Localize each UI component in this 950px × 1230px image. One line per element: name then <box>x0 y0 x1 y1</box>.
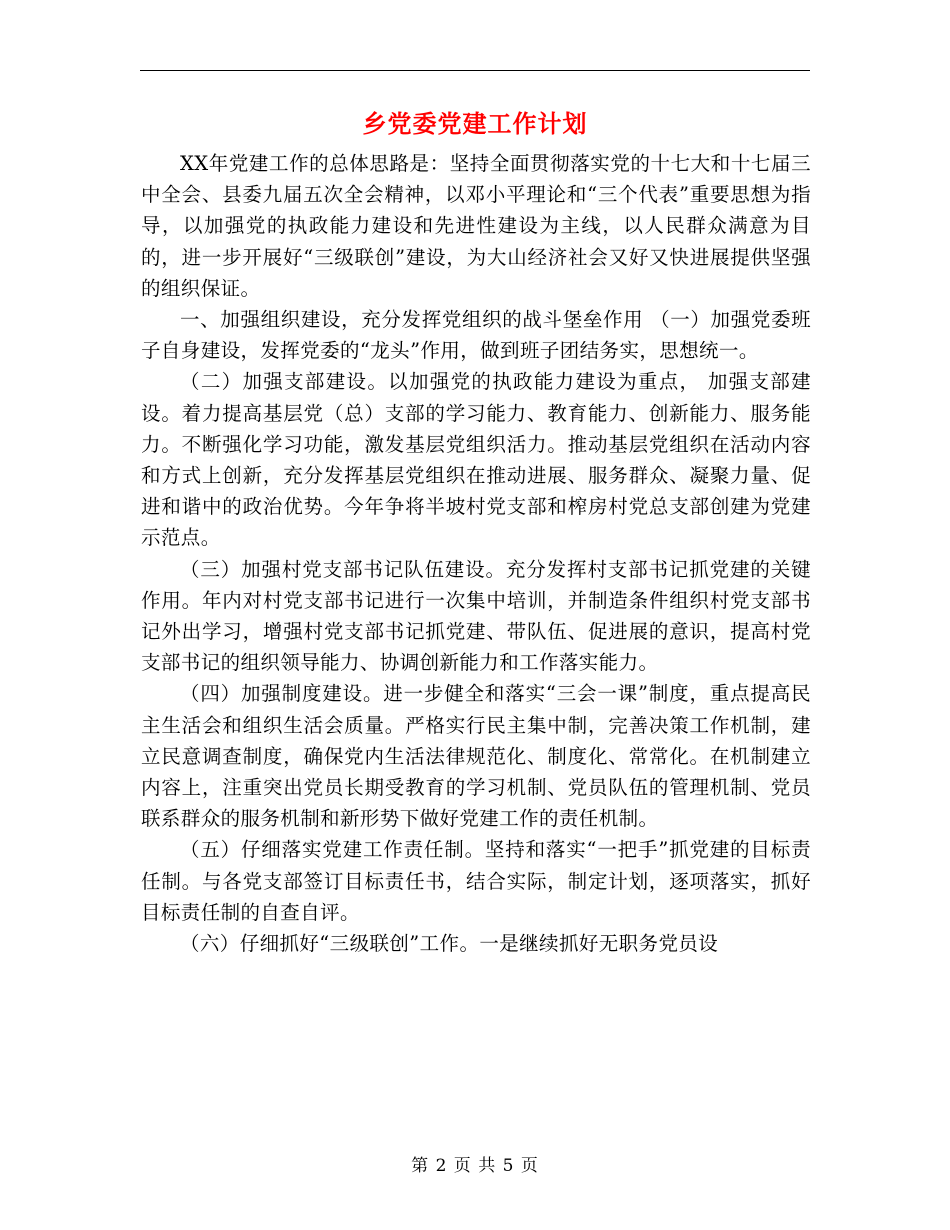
page-number: 第 2 页 共 5 页 <box>411 1156 539 1176</box>
document-title: 乡党委党建工作计划 <box>362 109 588 138</box>
paragraph-section-1: 一、加强组织建设，充分发挥党组织的战斗堡垒作用 （一）加强党委班子自身建设，发挥党委的“龙头”作用，做到班子团结务实，思想统一。 <box>141 308 811 363</box>
document-body <box>141 148 811 959</box>
paragraph-item-4: （四）加强制度建设。进一步健全和落实“三会一课”制度，重点提高民主生活会和组织生活会质量。严格实行民主集中制，完善决策工作机制，建立民意调查制度，确保党内生活法律规范化、制度化、常常化。在机制建立内容上，注重突出党员长期受教育的学习机制、党员队伍的管理机制、党员联系群众的服务机制和新形势下做好党建工作的责任机制。 <box>141 682 811 831</box>
paragraph-overview: XX年党建工作的总体思路是：坚持全面贯彻落实党的十七大和十七届三中全会、县委九届五次全会精神，以邓小平理论和“三个代表”重要思想为指导，以加强党的执政能力建设和先进性建设为主线，以人民群众满意为目的，进一步开展好“三级联创”建设，为大山经济社会又好又快进展提供坚强的组织保证。 <box>141 152 811 300</box>
header-rule <box>140 70 810 71</box>
paragraph-item-6: （六）仔细抓好“三级联创”工作。一是继续抓好无职务党员设 <box>180 932 719 956</box>
paragraph-item-2: （二）加强支部建设。以加强党的执政能力建设为重点， 加强支部建设。着力提高基层党（总）支部的学习能力、教育能力、创新能力、服务能力。不断强化学习功能，激发基层党组织活力。推动基层党组织在活动内容和方式上创新，充分发挥基层党组织在推动进展、服务群众、凝聚力量、促进和谐中的政治优势。今年争将半坡村党支部和榨房村党总支部创建为党建示范点。 <box>141 370 811 550</box>
paragraph-item-5: （五）仔细落实党建工作责任制。坚持和落实“一把手”抓党建的目标责任制。与各党支部签订目标责任书，结合实际，制定计划，逐项落实，抓好目标责任制的自查自评。 <box>141 838 811 924</box>
paragraph-item-3: （三）加强村党支部书记队伍建设。充分发挥村支部书记抓党建的关键作用。年内对村党支部书记进行一次集中培训，并制造条件组织村党支部书记外出学习，增强村党支部书记抓党建、带队伍、促进展的意识，提高村党支部书记的组织领导能力、协调创新能力和工作落实能力。 <box>141 557 811 675</box>
